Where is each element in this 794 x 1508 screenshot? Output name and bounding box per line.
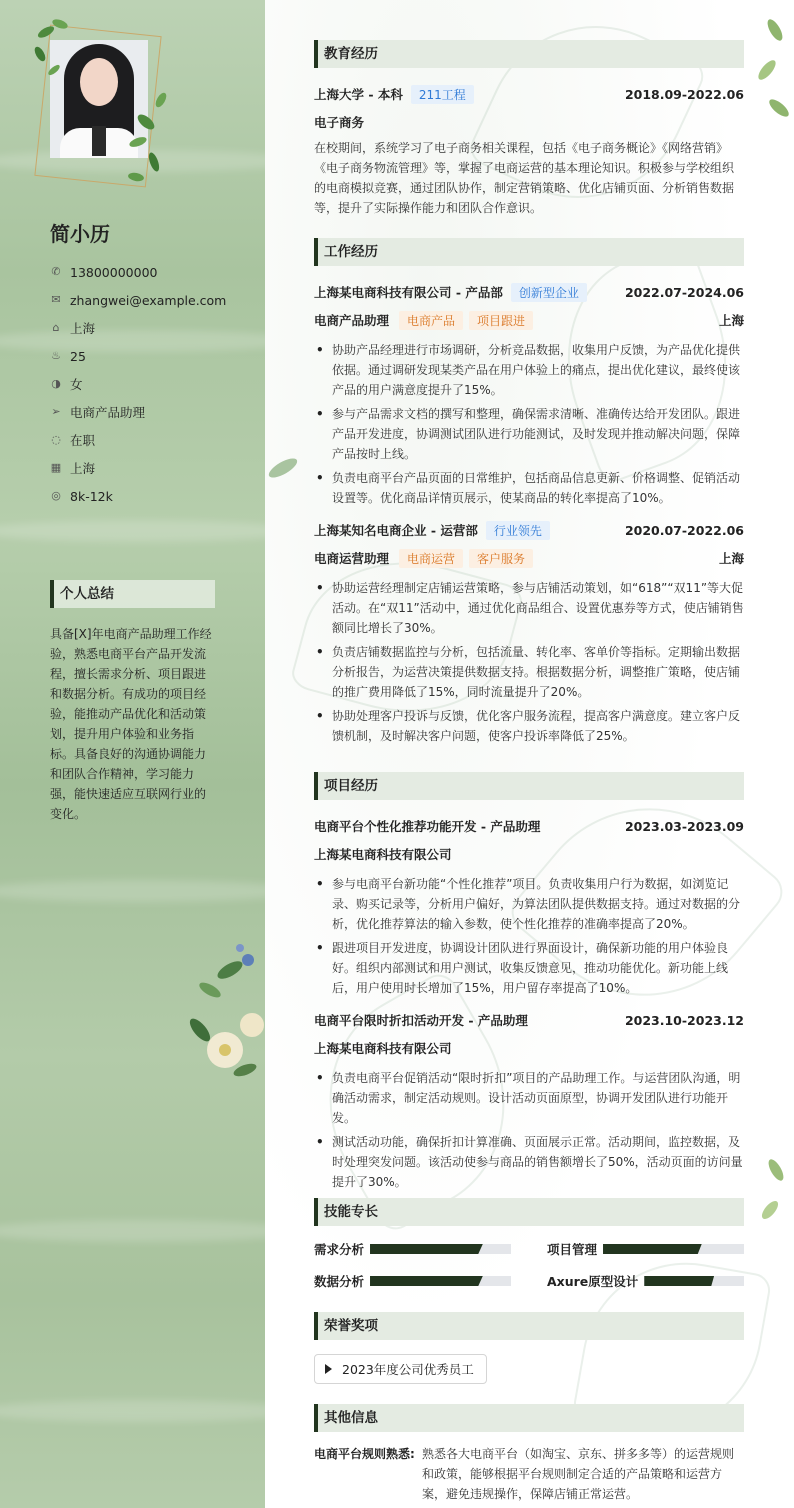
list-item: • 负责电商平台产品页面的日常维护，包括商品信息更新、价格调整、促销活动设置等。优化商品详情页展示，使某商品的转化率提高了10%。 xyxy=(314,468,744,508)
home-icon: ⌂ xyxy=(52,321,60,334)
send-icon: ➢ xyxy=(51,405,61,418)
project-entry xyxy=(314,812,744,998)
job-role: 电商产品助理 xyxy=(314,313,390,328)
project-head xyxy=(314,812,744,840)
role-tag: 项目跟进 xyxy=(469,311,533,330)
education-section xyxy=(314,40,744,218)
bg-streak xyxy=(0,1400,265,1422)
other-item xyxy=(314,1444,744,1504)
play-icon xyxy=(325,1364,332,1374)
skill-item: 数据分析 xyxy=(314,1270,511,1292)
job-company: 上海某电商科技有限公司 - 产品部 xyxy=(314,285,503,300)
building-icon: ▦ xyxy=(50,461,62,474)
school-tag: 211工程 xyxy=(411,85,474,104)
list-item: • 跟进项目开发进度，协调设计团队进行界面设计，确保新功能的用户体验良好。组织内部测试和用户测试，收集反馈意见，推动功能优化。新功能上线后，用户使用时长增加了15%，用户留存率提高了10%。 xyxy=(314,938,744,998)
skills-section xyxy=(314,1198,744,1292)
phone-icon: ✆ xyxy=(51,265,61,278)
education-date: 2018.09-2022.06 xyxy=(624,86,744,102)
project-company: 上海某电商科技有限公司 xyxy=(314,1041,452,1056)
skill-bar xyxy=(603,1244,744,1254)
list-item: • 协助运营经理制定店铺运营策略，参与店铺活动策划，如“618”“双11”等大促活动。在“双11”活动中，通过优化商品组合、设置优惠券等方式，使店铺销售额同比增长了30%。 xyxy=(314,578,744,638)
bg-streak xyxy=(0,880,265,902)
list-item: • 参与产品需求文档的撰写和整理，确保需求清晰、准确传达给开发团队。跟进产品开发进度，协调测试团队进行功能测试，及时发现并推动解决问题，保障产品按时上线。 xyxy=(314,404,744,464)
status-icon: ◌ xyxy=(51,433,61,446)
role-tag: 电商运营 xyxy=(399,549,463,568)
skills-grid xyxy=(314,1238,744,1292)
projects-title: 项目经历 xyxy=(314,772,744,800)
job-city: 上海 xyxy=(718,551,744,566)
skill-bar-fill xyxy=(370,1276,483,1286)
info-row-age: ♨ 25 xyxy=(51,348,86,364)
info-row-salary: ◎ 8k-12k xyxy=(51,488,113,504)
leaf-decoration-icon xyxy=(26,12,176,202)
summary-title: 个人总结 xyxy=(50,580,215,608)
list-item: • 协助产品经理进行市场调研，分析竞品数据，收集用户反馈，为产品优化提供依据。通过调研发现某类产品在用户体验上的痛点，提出优化建议，最终使该产品的用户满意度提升了15%。 xyxy=(314,340,744,400)
project-bullets xyxy=(314,874,744,998)
other-section xyxy=(314,1404,744,1504)
job-entry xyxy=(314,516,744,746)
project-name: 电商平台限时折扣活动开发 - 产品助理 xyxy=(314,1013,528,1028)
job-city: 上海 xyxy=(718,313,744,328)
skill-item: 需求分析 xyxy=(314,1238,511,1260)
job-date: 2020.07-2022.06 xyxy=(624,522,744,538)
list-item: • 负责电商平台促销活动“限时折扣”项目的产品助理工作。与运营团队沟通，明确活动需求，制定活动规则。设计活动页面原型，协调开发团队进行功能开发。 xyxy=(314,1068,744,1128)
flower-decoration-icon xyxy=(170,930,265,1090)
project-head xyxy=(314,1006,744,1034)
sidebar xyxy=(0,0,265,1508)
job-head xyxy=(314,516,744,544)
project-name: 电商平台个性化推荐功能开发 - 产品助理 xyxy=(314,819,541,834)
candidate-name: 简小历 xyxy=(50,222,110,246)
other-key: 电商平台规则熟悉: xyxy=(314,1447,415,1461)
project-date: 2023.03-2023.09 xyxy=(624,818,744,834)
job-entry xyxy=(314,278,744,508)
project-entry xyxy=(314,1006,744,1192)
other-value: 熟悉各大电商平台（如淘宝、京东、拼多多等）的运营规则和政策，能够根据平台规则制定合适的产品策略和运营方案，避免违规操作，保障店铺正常运营。 xyxy=(422,1447,735,1501)
info-row-status: ◌ 在职 xyxy=(51,433,96,448)
avatar-area xyxy=(40,20,170,200)
info-row-email: ✉ zhangwei@example.com xyxy=(51,292,227,308)
list-item: • 参与电商平台新功能“个性化推荐”项目。负责收集用户行为数据，如浏览记录、购买记录等，分析用户偏好，为算法团队提供数据支持。通过对数据的分析，优化推荐算法的输入参数，使个性化推荐的准确率提高了20%。 xyxy=(314,874,744,934)
job-role: 电商运营助理 xyxy=(314,551,390,566)
work-title: 工作经历 xyxy=(314,238,744,266)
skill-item: 项目管理 xyxy=(547,1238,744,1260)
bg-streak xyxy=(0,1220,265,1242)
vine-decoration-icon xyxy=(745,0,794,140)
project-company: 上海某电商科技有限公司 xyxy=(314,847,452,862)
job-bullets xyxy=(314,340,744,508)
gender-icon: ◑ xyxy=(51,377,61,390)
awards-section xyxy=(314,1312,744,1384)
role-tag: 客户服务 xyxy=(469,549,533,568)
work-section xyxy=(314,238,744,750)
job-date: 2022.07-2024.06 xyxy=(624,284,744,300)
skills-title: 技能专长 xyxy=(314,1198,744,1226)
major: 电子商务 xyxy=(314,115,365,130)
skill-bar-fill xyxy=(370,1244,483,1254)
skill-bar-fill xyxy=(644,1276,714,1286)
skill-item: Axure原型设计 xyxy=(547,1270,744,1292)
role-tag: 电商产品 xyxy=(399,311,463,330)
info-row-location: ⌂ 上海 xyxy=(50,314,250,342)
job-role-row xyxy=(314,306,744,334)
project-bullets xyxy=(314,1068,744,1192)
list-item: • 协助处理客户投诉与反馈，优化客户服务流程，提高客户满意度。建立客户反馈机制，及时解决客户问题，使客户投诉率降低了25%。 xyxy=(314,706,744,746)
info-row-gender: ◑ 女 xyxy=(51,377,83,392)
skill-bar xyxy=(370,1276,511,1286)
education-desc: 在校期间，系统学习了电子商务相关课程，包括《电子商务概论》《网络营销》《电子商务物流管理》等，掌握了电商运营的基本理论知识。积极参与学校组织的电商模拟竞赛，通过团队协作，制定营销策略、优化店铺页面、分析销售数据等，提升了实际操作能力和团队合作意识。 xyxy=(314,141,735,215)
info-row-position: ➢ 电商产品助理 xyxy=(51,405,146,420)
list-item: • 负责店铺数据监控与分析，包括流量、转化率、客单价等指标。定期输出数据分析报告，为运营决策提供数据支持。根据数据分析，调整推广策略，使店铺的推广费用降低了15%，同时流量提升了20%。 xyxy=(314,642,744,702)
company-tag: 行业领先 xyxy=(486,521,550,540)
award-item[interactable]: 2023年度公司优秀员工 xyxy=(314,1354,487,1384)
money-icon: ◎ xyxy=(51,489,61,502)
job-company: 上海某知名电商企业 - 运营部 xyxy=(314,523,478,538)
job-head xyxy=(314,278,744,306)
skill-bar xyxy=(370,1244,511,1254)
education-head xyxy=(314,80,744,108)
list-item: • 测试活动功能，确保折扣计算准确、页面展示正常。活动期间，监控数据，及时处理突发问题。该活动使参与商品的销售额增长了50%，活动页面的访问量提升了30%。 xyxy=(314,1132,744,1192)
leaf-icon xyxy=(265,450,305,490)
mail-icon: ✉ xyxy=(51,293,61,306)
info-row-phone: ✆ 13800000000 xyxy=(51,264,158,280)
projects-section xyxy=(314,772,744,1196)
school-name: 上海大学 - 本科 xyxy=(314,87,403,102)
company-tag: 创新型企业 xyxy=(511,283,587,302)
education-title: 教育经历 xyxy=(314,40,744,68)
skill-bar-fill xyxy=(603,1244,702,1254)
other-title: 其他信息 xyxy=(314,1404,744,1432)
cake-icon: ♨ xyxy=(51,349,61,362)
project-date: 2023.10-2023.12 xyxy=(624,1012,744,1028)
skill-bar xyxy=(644,1276,744,1286)
job-role-row xyxy=(314,544,744,572)
info-row-city: ▦ 上海 xyxy=(50,461,96,476)
vine-decoration-icon xyxy=(750,1140,794,1270)
summary-text: 具备[X]年电商产品助理工作经验，熟悉电商平台产品开发流程，擅长需求分析、项目跟进和数据分析。有成功的项目经验，能推动产品优化和活动策划，提升用户体验和业务指标。具备良好的沟通协调能力和团队合作精神，学习能力强，能快速适应互联网行业的变化。 xyxy=(50,627,212,821)
bg-streak xyxy=(0,520,265,542)
contact-info xyxy=(50,258,250,510)
job-bullets xyxy=(314,578,744,746)
awards-title: 荣誉奖项 xyxy=(314,1312,744,1340)
